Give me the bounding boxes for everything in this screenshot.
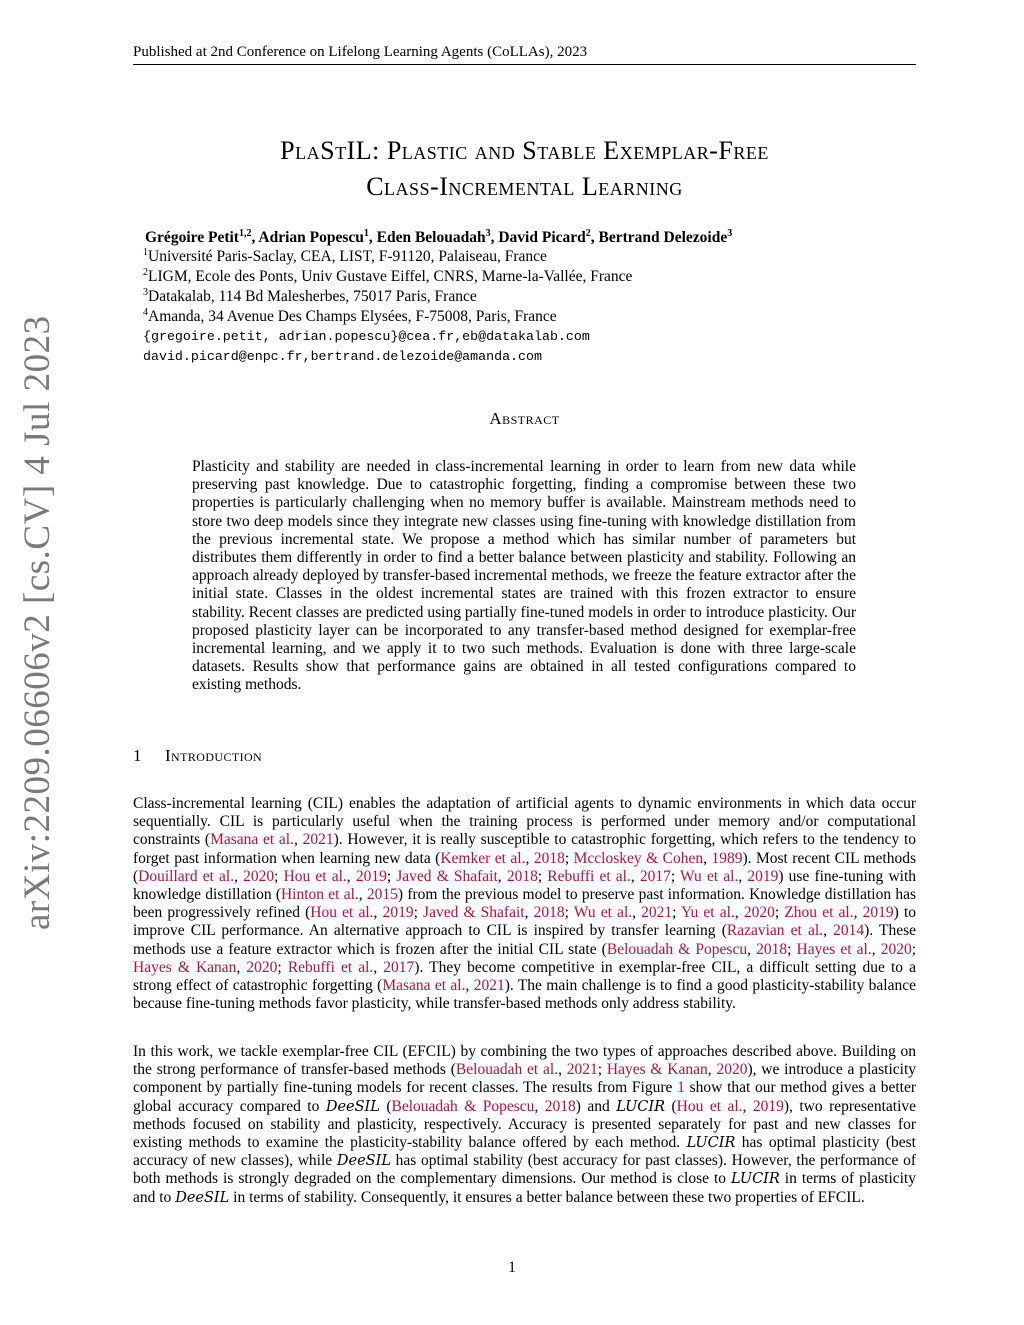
citation-link[interactable]: Rebuffi et al. <box>287 958 374 976</box>
method-name-math: LUCIR <box>686 1135 736 1152</box>
citation-link[interactable]: 2019 <box>752 1097 784 1115</box>
section-heading-introduction <box>133 745 533 767</box>
author-name: Grégoire Petit <box>145 229 239 246</box>
method-name-math: DeeSIL <box>336 1153 391 1170</box>
citation-link[interactable]: 1 <box>677 1079 685 1097</box>
author-name: David Picard <box>498 229 586 246</box>
citation-link[interactable]: 2019 <box>747 867 779 885</box>
citation-link[interactable]: Rebuffi et al. <box>547 867 631 885</box>
author-affil-mark: 1 <box>363 227 369 239</box>
citation-link[interactable]: 2018 <box>756 940 788 958</box>
arxiv-stamp: arXiv:2209.06606v2 [cs.CV] 4 Jul 2023 <box>17 315 58 930</box>
author-name: Eden Belouadah <box>376 229 486 246</box>
citation-link[interactable]: Masana et al. <box>382 977 466 995</box>
citation-link[interactable]: Javed & Shafait <box>423 904 525 922</box>
paper-title <box>133 133 916 205</box>
citation-link[interactable]: Hayes et al. <box>796 940 872 958</box>
citation-link[interactable]: Wu et al. <box>680 867 739 885</box>
affiliation-line: $^4$Amanda, 34 Avenue Des Champs Elysées, F-75008, Paris, France <box>143 306 557 325</box>
citation-link[interactable]: Kemker et al. <box>440 849 526 867</box>
title-line-1: PlaStIL: Plastic and Stable Exemplar-Free <box>280 136 769 165</box>
author-name: Bertrand Delezoide <box>598 229 728 246</box>
citation-link[interactable]: 2021 <box>566 1061 598 1079</box>
affil-mark: 2 <box>143 266 148 278</box>
intro-paragraph-2: In this work, we tackle exemplar-free CIL (EFCIL) by combining the two types of approaches described above. Building on the strong performance of transfer-based methods (Belouadah et al., 2021; Hayes & Kanan, 2020), we introduce a plasticity component by partially fine-tuning models for recent classes. The results from Figure 1 show that our method gives a better global accuracy compared to DeeSIL (Belouadah & Popescu, 2018) and LUCIR (Hou et al., 2019), two representative methods focused on stability and plasticity, respectively. Accuracy is presented separately for past and new classes for existing methods to examine the plasticity-stability balance offered by each method. LUCIR has optimal plasticity (best accuracy of new classes), while DeeSIL has optimal stability (best accuracy for past classes). However, the performance of both methods is strongly degraded on the complementary dimensions. Our method is close to LUCIR in terms of plasticity and to DeeSIL in terms of stability. Consequently, it ensures a better balance between these two properties of EFCIL. <box>133 1043 917 1206</box>
citation-link[interactable]: 2017 <box>639 867 671 885</box>
author-affil-mark: 1,2 <box>238 227 252 239</box>
citation-link[interactable]: 2018 <box>533 849 565 867</box>
affiliation-list <box>143 247 903 367</box>
author-affil-mark: 3 <box>485 227 491 239</box>
citation-link[interactable]: Masana et al. <box>210 831 294 849</box>
method-name-math: LUCIR <box>731 1171 780 1188</box>
affil-mark: 1 <box>143 246 148 258</box>
citation-link[interactable]: Hou et al. <box>676 1097 743 1115</box>
citation-link[interactable]: Javed & Shafait <box>396 867 498 885</box>
page-number: 1 <box>508 1259 516 1276</box>
method-name-math: LUCIR <box>616 1098 666 1115</box>
intro-paragraph-1: Class-incremental learning (CIL) enables the adaptation of artificial agents to dynamic environments in which data occur sequentially. CIL is particularly useful when the training process is performed under memory and/or computational constraints (Masana et al., 2021). However, it is really susceptible to catastrophic forgetting, which refers to the tendency to forget past information when learning new data (Kemker et al., 2018; Mccloskey & Cohen, 1989). Most recent CIL methods (Douillard et al., 2020; Hou et al., 2019; Javed & Shafait, 2018; Rebuffi et al., 2017; Wu et al., 2019) use fine-tuning with knowledge distillation (Hinton et al., 2015) from the previous model to preserve past information. Knowledge distillation has been progressively refined (Hou et al., 2019; Javed & Shafait, 2018; Wu et al., 2021; Yu et al., 2020; Zhou et al., 2019) to improve CIL performance. An alternative approach to CIL is inspired by transfer learning (Razavian et al., 2014). These methods use a feature extractor which is frozen after the initial CIL state (Belouadah & Popescu, 2018; Hayes et al., 2020; Hayes & Kanan, 2020; Rebuffi et al., 2017). They become competitive in exemplar-free CIL, a difficult setting due to a strong effect of catastrophic forgetting (Masana et al., 2021). The main challenge is to find a good plasticity-stability balance because fine-tuning methods favor plasticity, while transfer-based methods only address stability. <box>133 795 917 1013</box>
citation-link[interactable]: 2020 <box>243 867 275 885</box>
method-name-math: DeeSIL <box>325 1098 380 1115</box>
citation-link[interactable]: Yu et al. <box>681 904 735 922</box>
citation-link[interactable]: 2019 <box>862 904 894 922</box>
affil-mark: 4 <box>143 306 148 318</box>
citation-link[interactable]: Hayes & Kanan <box>606 1061 708 1079</box>
abstract-text: Plasticity and stability are needed in class-incremental learning in order to learn from new data while preserving past knowledge. Due to catastrophic forgetting, finding a compromise between these two properties is particularly challenging when no memory buffer is available. Mainstream methods need to store two deep models since they integrate new classes using fine-tuning with knowledge distillation from the previous incremental state. We propose a method which has similar number of parameters but distributes them differently in order to find a better balance between plasticity and stability. Following an approach already deployed by transfer-based incremental methods, we freeze the feature extractor after the initial state. Classes in the oldest incremental states are trained with this frozen extractor to ensure stability. Recent classes are predicted using partially fine-tuned models in order to introduce plasticity. Our proposed plasticity layer can be incorporated to any transfer-based method designed for exemplar-free incremental learning, and we apply it to two such methods. Evaluation is done with three large-scale datasets. Results show that performance gains are obtained in all tested configurations compared to existing methods. <box>192 458 856 694</box>
citation-link[interactable]: 2019 <box>355 867 387 885</box>
citation-link[interactable]: 2020 <box>880 940 912 958</box>
author-name: Adrian Popescu <box>258 229 364 246</box>
citation-link[interactable]: 2021 <box>641 904 673 922</box>
citation-link[interactable]: Douillard et al. <box>138 867 235 885</box>
method-name-math: DeeSIL <box>175 1189 230 1206</box>
citation-link[interactable]: 2020 <box>743 904 775 922</box>
citation-link[interactable]: 2014 <box>833 922 865 940</box>
citation-link[interactable]: 2018 <box>533 904 565 922</box>
abstract-heading: Abstract <box>489 409 560 428</box>
citation-link[interactable]: Belouadah et al. <box>455 1061 559 1079</box>
citation-link[interactable]: Belouadah & Popescu <box>391 1097 535 1115</box>
author-affil-mark: 2 <box>585 227 591 239</box>
email-line-1[interactable]: {gregoire.petit, adrian.popescu}@cea.fr,eb@datakalab.com <box>143 329 590 344</box>
affiliation-line: $^1$Université Paris-Saclay, CEA, LIST, F-91120, Palaiseau, France <box>143 246 547 265</box>
affiliation-line: $^3$Datakalab, 114 Bd Malesherbes, 75017 Paris, France <box>143 286 477 305</box>
title-line-2: Class-Incremental Learning <box>366 172 683 201</box>
citation-link[interactable]: Wu et al. <box>573 904 633 922</box>
citation-link[interactable]: 1989 <box>711 849 743 867</box>
running-header: Published at 2nd Conference on Lifelong Learning Agents (CoLLAs), 2023 <box>133 43 916 65</box>
citation-link[interactable]: 2019 <box>382 904 414 922</box>
citation-link[interactable]: 2021 <box>302 831 334 849</box>
author-list: Grégoire Petit$^{1,2}$, Adrian Popescu$^1$, Eden Belouadah$^3$, David Picard$^2$, Bertrand Delezoide$^3$ <box>145 227 733 246</box>
citation-link[interactable]: 2020 <box>246 958 278 976</box>
citation-link[interactable]: Razavian et al. <box>726 922 824 940</box>
citation-link[interactable]: Belouadah & Popescu <box>606 940 748 958</box>
citation-link[interactable]: 2017 <box>383 958 415 976</box>
citation-link[interactable]: Hou et al. <box>283 867 347 885</box>
section-title: Introduction <box>165 746 263 765</box>
section-number: 1 <box>133 746 142 765</box>
citation-link[interactable]: Hayes & Kanan <box>133 958 237 976</box>
affiliation-line: $^2$LIGM, Ecole des Ponts, Univ Gustave Eiffel, CNRS, Marne-la-Vallée, France <box>143 266 633 285</box>
citation-link[interactable]: Zhou et al. <box>784 904 854 922</box>
citation-link[interactable]: Hou et al. <box>310 904 374 922</box>
author-affil-mark: 3 <box>727 227 733 239</box>
affil-mark: 3 <box>143 286 148 298</box>
citation-link[interactable]: 2018 <box>506 867 538 885</box>
citation-link[interactable]: Hinton et al. <box>280 886 359 904</box>
citation-link[interactable]: 2020 <box>716 1061 748 1079</box>
citation-link[interactable]: 2021 <box>473 977 505 995</box>
citation-link[interactable]: 2018 <box>544 1097 576 1115</box>
citation-link[interactable]: Mccloskey & Cohen <box>573 849 704 867</box>
email-line-2[interactable]: david.picard@enpc.fr,bertrand.delezoide@amanda.com <box>143 349 542 364</box>
citation-link[interactable]: 2015 <box>366 886 398 904</box>
